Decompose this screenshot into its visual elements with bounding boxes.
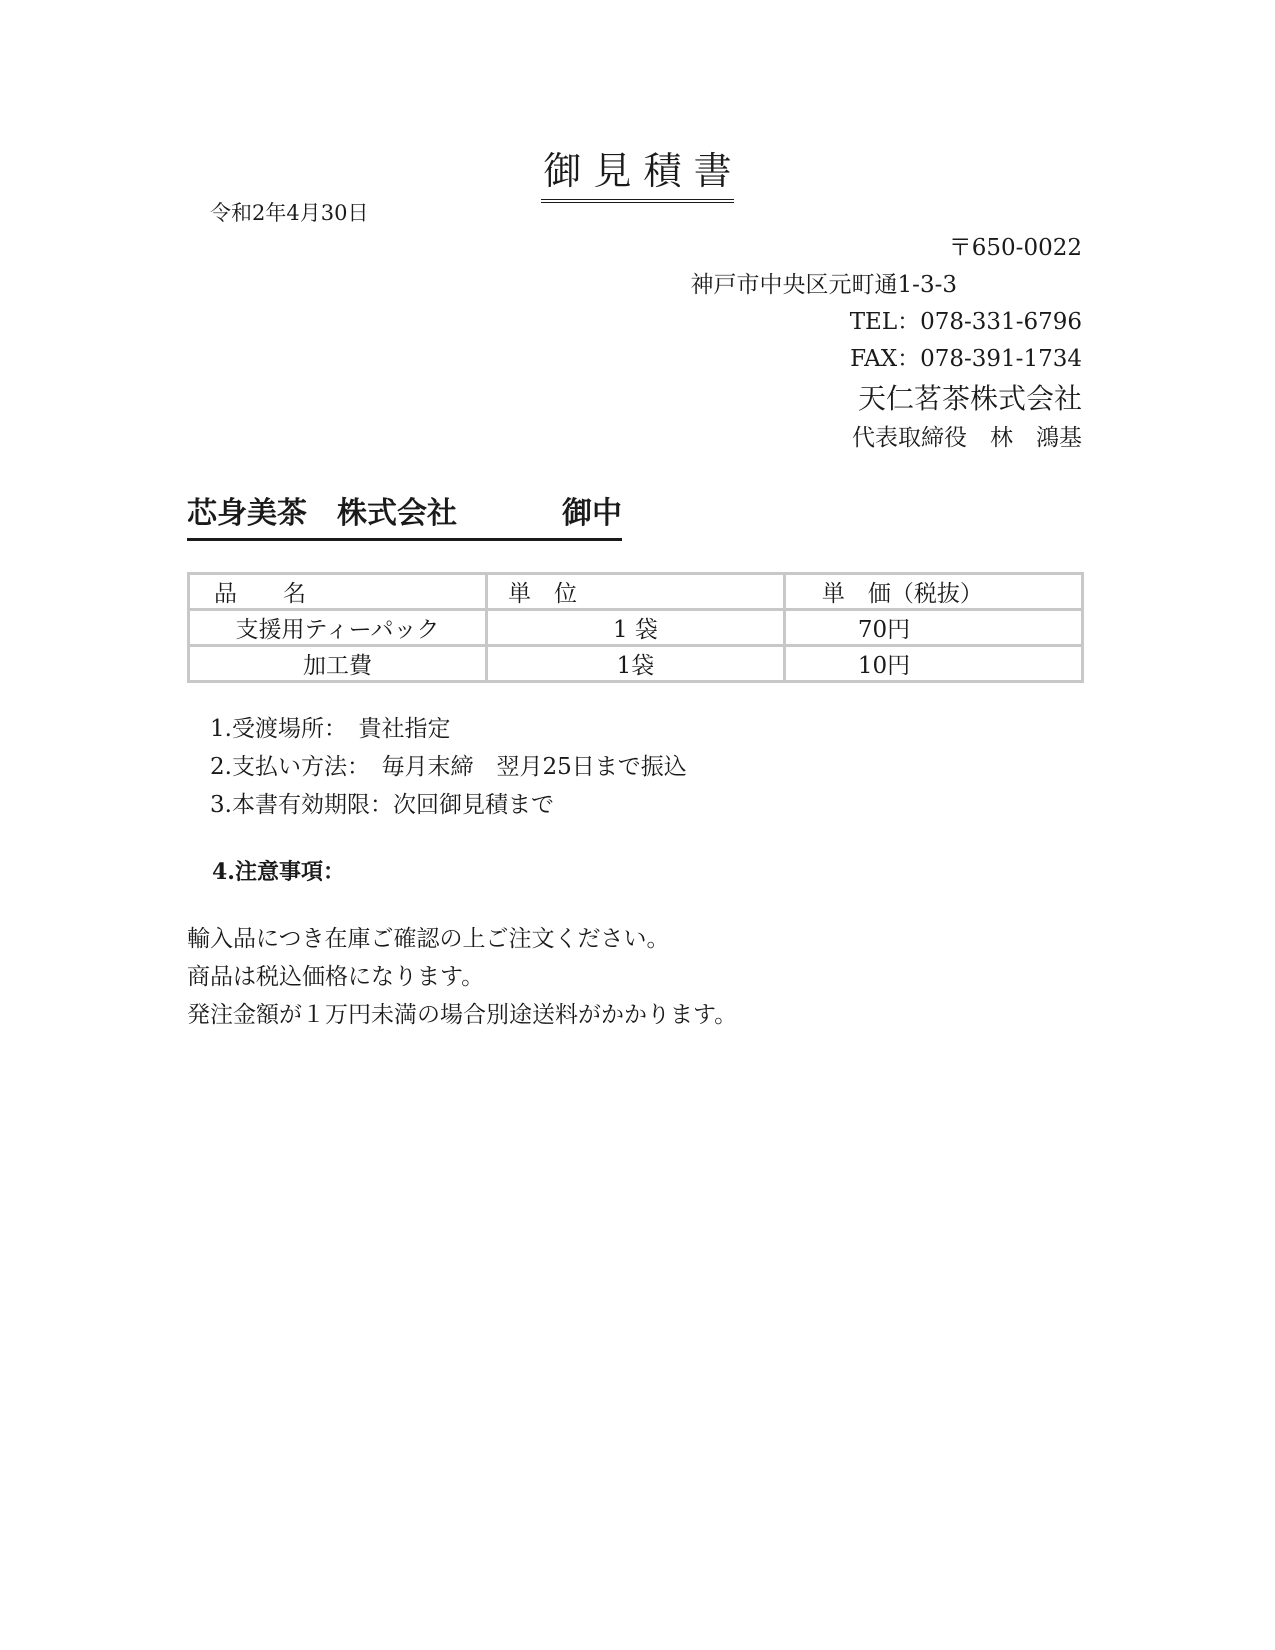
- terms-list: [210, 710, 687, 824]
- quote-table: [187, 572, 1084, 683]
- cell-item-name: 支援用ティーパック: [189, 610, 487, 646]
- note-line: 商品は税込価格になります。: [187, 964, 485, 990]
- header-item-name: 品 名: [189, 574, 487, 610]
- sender-address: 神戸市中央区元町通1-3-3: [690, 272, 957, 298]
- header-unit-price: 単 価（税抜）: [784, 574, 1082, 610]
- term-delivery-place: 1.受渡場所： 貴社指定: [210, 716, 451, 742]
- note-line: 輸入品につき在庫ご確認の上ご注文ください。: [187, 926, 670, 952]
- cell-item-name: 加工費: [189, 646, 487, 682]
- cell-unit: 1 袋: [487, 610, 785, 646]
- cell-unit-price: 10円: [784, 646, 1082, 682]
- recipient-honorific: 御中: [562, 496, 622, 531]
- header-unit: 単 位: [487, 574, 785, 610]
- issue-date: 令和2年4月30日: [210, 201, 369, 225]
- recipient-block: [187, 488, 622, 541]
- table-row: [189, 610, 1083, 646]
- sender-company: 天仁茗茶株式会社: [857, 382, 1082, 415]
- note-line: 発注金額が１万円未満の場合別途送料がかかります。: [187, 1002, 738, 1028]
- cell-unit-price: 70円: [784, 610, 1082, 646]
- document-title-wrapper: [0, 140, 1275, 203]
- term-payment-method: 2.支払い方法： 毎月末締 翌月25日まで振込: [210, 754, 687, 780]
- recipient-name: 芯身美茶 株式会社: [187, 496, 457, 531]
- term-validity: 3.本書有効期限：次回御見積まで: [210, 792, 554, 818]
- table-header-row: [189, 574, 1083, 610]
- notes-block: [187, 920, 737, 1034]
- sender-representative: 代表取締役 林 鴻基: [852, 425, 1082, 451]
- document-title: 御 見 積 書: [541, 140, 733, 203]
- sender-fax: FAX：078-391-1734: [850, 346, 1082, 372]
- cell-unit: 1袋: [487, 646, 785, 682]
- table-row: [189, 646, 1083, 682]
- sender-tel: TEL：078-331-6796: [849, 309, 1082, 335]
- notes-title: 4.注意事項：: [212, 859, 345, 885]
- sender-postal-code: 〒650-0022: [948, 235, 1082, 261]
- sender-block: [691, 230, 1082, 457]
